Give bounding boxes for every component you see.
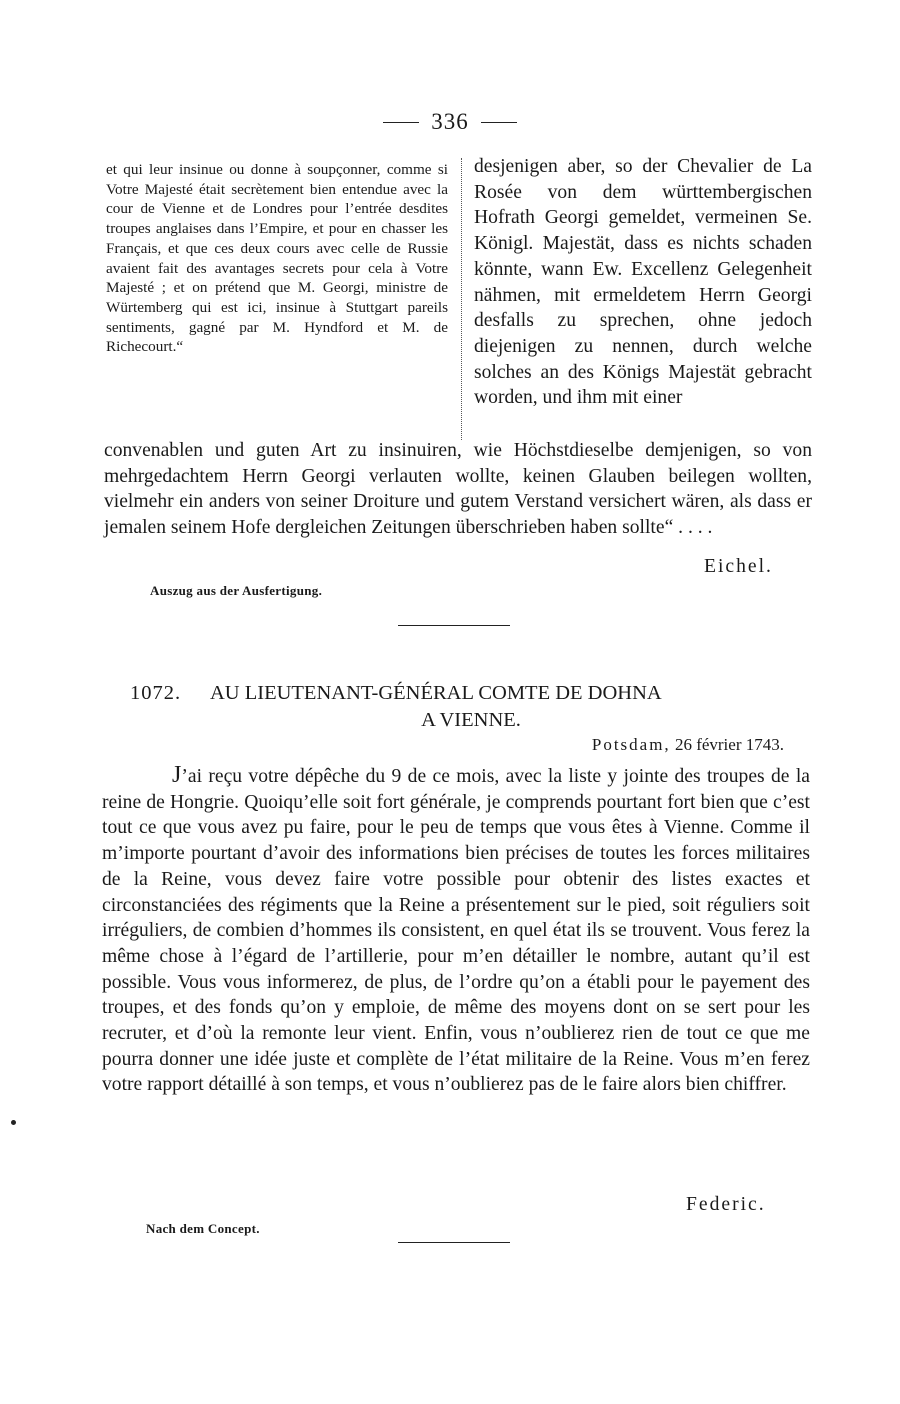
letter-number: 1072. bbox=[130, 682, 182, 704]
section-rule bbox=[398, 625, 510, 626]
page-number: 336 bbox=[431, 109, 469, 134]
left-column-text: et qui leur insinue ou donne à soupçonner, comme si Votre Majesté était secrètement bien entendue avec la cour de Vienne et de Londres pour l’entrée desdites troupes anglaises dans l’Empire, et pour en chasser les Français, et que ces deux cours avec celle de Russie avaient fait des avantages secrets pour cela à Votre Majesté ; et on prétend que M. Georgi, ministre de Würtemberg qui est ici, insinue à Stuttgart pareils sentiments, gagné par M. Hyndford et M. de Richecourt.“ bbox=[106, 161, 448, 356]
letter-heading bbox=[130, 680, 800, 734]
dateline bbox=[550, 735, 784, 755]
letter-heading-line-2: A VIENNE. bbox=[421, 709, 521, 731]
margin-dot bbox=[11, 1120, 16, 1125]
letter-body-text: ’ai reçu votre dépêche du 9 de ce mois, avec la liste y jointe des troupes de la reine de Hongrie. Quoiqu’elle soit fort générale, je comprends pourtant fort bien que c’est tout ce que vous avez pu faire, pour le peu de temps que vous êtes à Vienne. Comme il m’importe pourtant d’avoir des informations bien précises de toutes les forces militaires de la Reine, vous devez faire votre possible pour obtenir des listes exactes et circonstanciées des régiments que la Reine a présentement sur le pied, soit réguliers soit irréguliers, de combien d’hommes ils consistent, en quel état ils se trouvent. Vous ferez la même chose à l’égard de l’artillerie, pour m’en détailler le nombre, autant qu’il est possible. Vous vous informerez, de plus, de l’ordre qu’on a établi pour le payement des troupes, et des fonds qu’on y emploie, de même des moyens dont on se sert pour les recruter, et d’où la remonte leur vient. Enfin, vous n’oublierez rien de tout ce que me pourra donner une idée juste et complète de l’état militaire de la Reine. Vous m’en ferez votre rapport détaillé à son temps, et vous n’oublierez pas de le faire alors bien chiffrer. bbox=[102, 766, 810, 1096]
dateline-place: Potsdam, bbox=[591, 735, 671, 754]
letter-body bbox=[102, 763, 810, 1098]
source-note-ausfertigung: Auszug aus der Ausfertigung. bbox=[150, 583, 323, 598]
page-header bbox=[0, 104, 900, 140]
header-dash-right bbox=[481, 122, 517, 123]
column-divider bbox=[461, 158, 462, 440]
end-rule bbox=[398, 1242, 510, 1243]
letter-heading-line-1: AU LIEUTENANT-GÉNÉRAL COMTE DE DOHNA bbox=[210, 682, 662, 704]
signature-federic: Federic. bbox=[686, 1194, 766, 1215]
dateline-date: 26 février 1743. bbox=[674, 735, 784, 754]
signature-eichel: Eichel. bbox=[704, 556, 773, 577]
header-dash-left bbox=[383, 122, 419, 123]
right-column-text: desjenigen aber, so der Chevalier de La Rosée von dem württembergischen Hofrath Georgi gemeldet, vermeinen Se. Königl. Majestät, dass es nichts schaden könnte, wann Ew. Excellenz Gelegenheit nähmen, mit ermeldetem Herrn Georgi desfalls zu sprechen, ohne jedoch diejenigen zu nennen, durch welche solches an des Königs Majestät gebracht worden, und ihm mit einer bbox=[474, 156, 812, 409]
source-note-concept: Nach dem Concept. bbox=[146, 1221, 260, 1236]
continuation-paragraph: convenablen und guten Art zu insinuiren, wie Höchstdieselbe demjenigen, so von mehrgedachtem Herrn Georgi verlauten wollte, keinen Glauben beilegen wollten, vielmehr ein anders von seiner Droiture und gutem Verstand versichert wären, als dass er jemalen seinem Hofe dergleichen Zeitungen überschrieben haben sollte“ . . . . bbox=[104, 440, 812, 539]
letter-initial: J bbox=[172, 762, 182, 788]
